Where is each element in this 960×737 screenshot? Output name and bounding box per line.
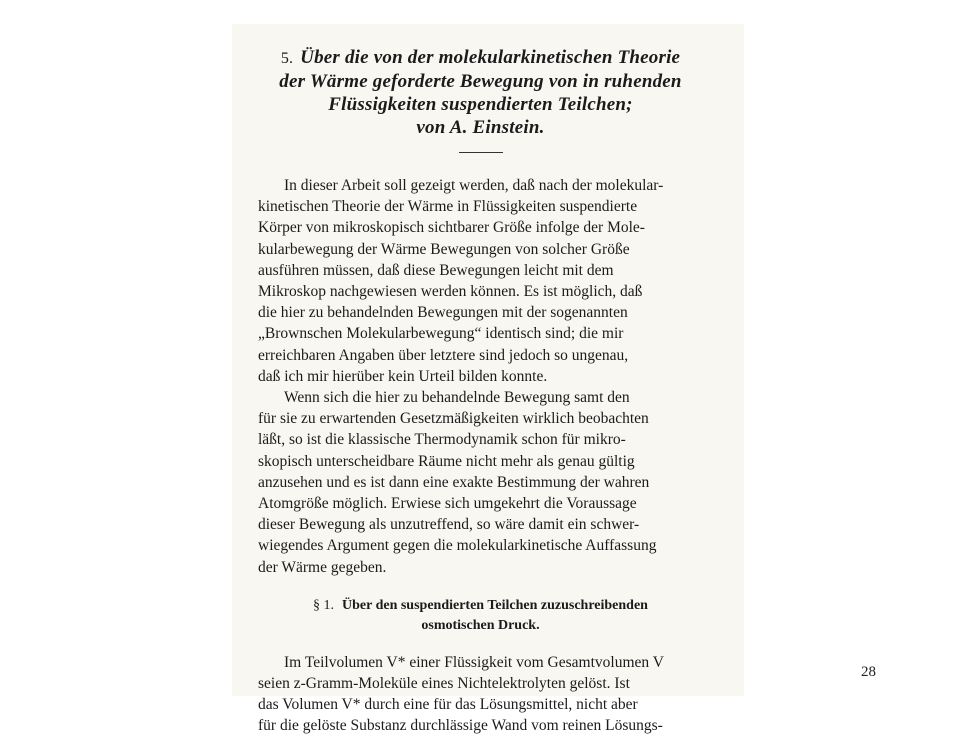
page-number: 28 xyxy=(861,664,876,680)
text-line: Körper von mikroskopisch sichtbarer Größe infolge der Mole- xyxy=(258,219,645,237)
text-line: kinetischen Theorie der Wärme in Flüssigkeiten suspendierte xyxy=(258,198,638,216)
text-line: das Volumen V* durch eine für das Lösungsmittel, nicht aber xyxy=(258,696,638,714)
author-line: von A. Einstein. xyxy=(416,117,545,138)
title-line: Flüssigkeiten suspendierten Teilchen; xyxy=(328,94,633,115)
paragraph-3 xyxy=(258,652,703,737)
text-line: läßt, so ist die klassische Thermodynamik schon für mikro- xyxy=(258,431,626,449)
paragraph-2 xyxy=(258,387,703,578)
text-line: Im Teilvolumen V* einer Flüssigkeit vom Gesamtvolumen V xyxy=(284,653,664,671)
paper-title xyxy=(258,46,703,139)
section-heading-line: osmotischen Druck. xyxy=(421,617,540,633)
text-line: erreichbaren Angaben über letztere sind jedoch so ungenau, xyxy=(258,346,629,364)
text-line: In dieser Arbeit soll gezeigt werden, daß nach der molekular- xyxy=(284,177,664,194)
text-line: skopisch unterscheidbare Räume nicht mehr als genau gültig xyxy=(258,452,635,470)
title-number: 5. xyxy=(280,50,294,67)
title-line xyxy=(258,46,703,70)
title-line-text: Über die von der molekularkinetischen Theorie xyxy=(300,47,681,68)
text-line: Atomgröße möglich. Erwiese sich umgekehrt die Voraussage xyxy=(258,495,637,513)
title-line: der Wärme geforderte Bewegung von in ruhenden xyxy=(279,71,682,92)
text-line: Mikroskop nachgewiesen werden können. Es ist möglich, daß xyxy=(258,283,643,301)
text-line: für sie zu erwartenden Gesetzmäßigkeiten wirklich beobachten xyxy=(258,410,649,428)
text-line: anzusehen und es ist dann eine exakte Bestimmung der wahren xyxy=(258,473,650,491)
text-line: die hier zu behandelnden Bewegungen mit der sogenannten xyxy=(258,304,628,322)
text-line: „Brownschen Molekularbewegung“ identisch sind; die mir xyxy=(258,325,624,343)
text-line: für die gelöste Substanz durchlässige Wand vom reinen Lösungs- xyxy=(258,717,663,735)
text-line: kularbewegung der Wärme Bewegungen von solcher Größe xyxy=(258,240,630,258)
text-line: seien z-Gramm-Moleküle eines Nichtelektrolyten gelöst. Ist xyxy=(258,675,630,693)
title-divider xyxy=(459,152,503,153)
paper-content xyxy=(258,46,703,737)
section-heading xyxy=(258,596,703,636)
section-symbol: § 1. xyxy=(313,597,334,613)
section-heading-line xyxy=(258,596,703,616)
text-line: ausführen müssen, daß diese Bewegungen leicht mit dem xyxy=(258,261,614,279)
text-line: der Wärme gegeben. xyxy=(258,558,387,576)
text-line: wiegendes Argument gegen die molekularkinetische Auffassung xyxy=(258,537,657,555)
text-line: dieser Bewegung als unzutreffend, so wäre damit ein schwer- xyxy=(258,516,640,534)
scanned-paper-page xyxy=(232,24,744,735)
section-title-text: Über den suspendierten Teilchen zuzuschreibenden xyxy=(342,597,648,613)
text-line: Wenn sich die hier zu behandelnde Bewegung samt den xyxy=(284,389,630,407)
text-line: daß ich mir hierüber kein Urteil bilden konnte. xyxy=(258,367,548,385)
paragraph-1 xyxy=(258,175,703,387)
